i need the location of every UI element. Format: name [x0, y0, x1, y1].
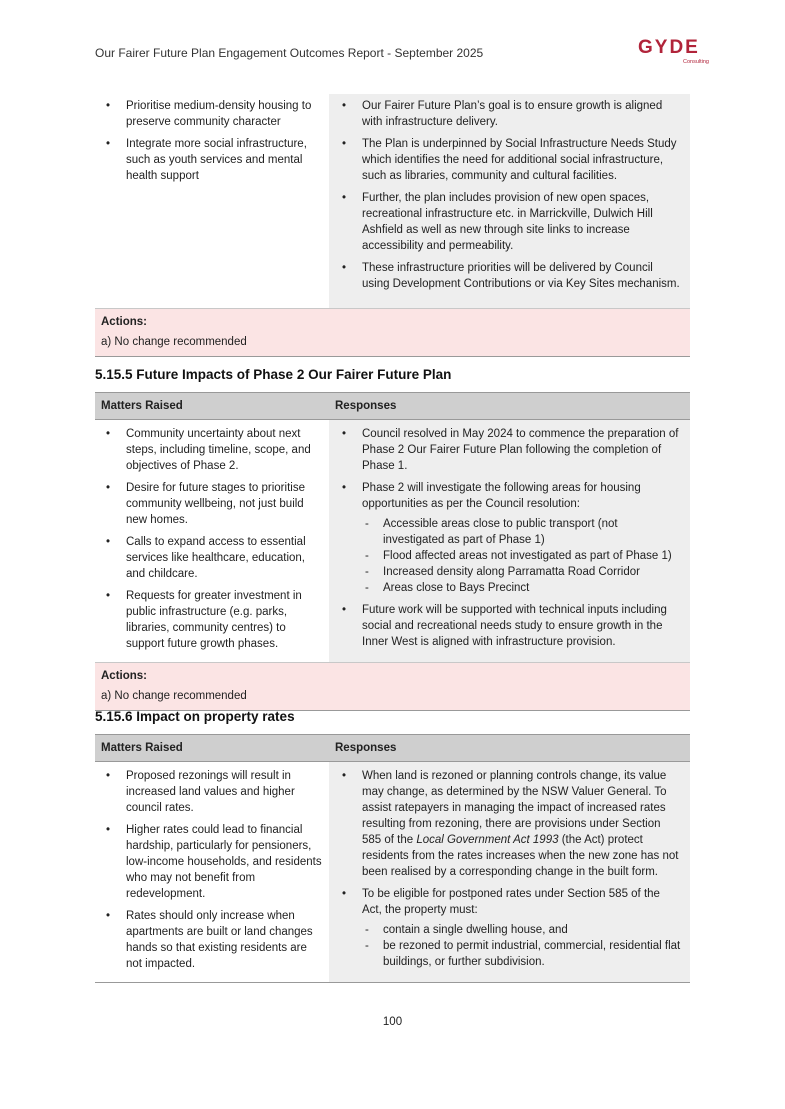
list-item: • Integrate more social infrastructure, such as youth services and mental health support	[99, 136, 323, 184]
sub-list-item: - Increased density along Parramatta Road Corridor	[362, 564, 682, 580]
list-item-text: When land is rezoned or planning controls change, its value may change, as determined by the NSW Valuer General. To assist ratepayers in managing the impact of increased rates resulting from rezoning, there are provisions under Section 585 of the	[362, 770, 667, 846]
gyde-logo	[638, 38, 728, 68]
sub-list-item: - be rezoned to permit industrial, commercial, residential flat buildings, or further subdivision.	[362, 938, 682, 970]
list-item-text: Phase 2 will investigate the following areas for housing opportunities as per the Council resolution:	[362, 482, 641, 510]
list-item: • Proposed rezonings will result in increased land values and higher council rates.	[99, 768, 323, 816]
list-item	[335, 886, 682, 970]
matters-raised-cell	[95, 762, 329, 983]
list-item: • The Plan is underpinned by Social Infrastructure Needs Study which identifies the need for additional social infrastructure, such as libraries, community and cultural facilities.	[335, 136, 682, 184]
column-header: Matters Raised	[95, 393, 329, 420]
actions-row	[95, 663, 690, 711]
logo-subtitle: Consulting	[683, 59, 709, 65]
matters-raised-cell	[95, 94, 329, 308]
phase2-matters-table	[95, 392, 690, 711]
responses-cell	[329, 762, 690, 983]
list-item: • Community uncertainty about next steps, including timeline, scope, and objectives of Phase 2.	[99, 426, 323, 474]
section-heading: 5.15.5 Future Impacts of Phase 2 Our Fairer Future Plan	[95, 367, 452, 382]
sub-list-item: - Accessible areas close to public transport (not investigated as part of Phase 1)	[362, 516, 682, 548]
section-heading: 5.15.6 Impact on property rates	[95, 709, 295, 724]
responses-cell	[329, 420, 690, 663]
list-item	[335, 480, 682, 596]
list-item: • Council resolved in May 2024 to commence the preparation of Phase 2 Our Fairer Future Plan following the completion of Phase 1.	[335, 426, 682, 474]
actions-text: a) No change recommended	[101, 690, 247, 702]
continued-matters-table	[95, 94, 690, 357]
list-item-text: To be eligible for postponed rates under Section 585 of the Act, the property must:	[362, 888, 660, 916]
sub-list-item: - Areas close to Bays Precinct	[362, 580, 682, 596]
property-rates-table	[95, 734, 690, 983]
page-number: 100	[382, 1016, 403, 1028]
list-item: • Desire for future stages to prioritise community wellbeing, not just build new homes.	[99, 480, 323, 528]
logo-wordmark: GYDE	[638, 37, 700, 58]
column-header: Matters Raised	[95, 735, 329, 762]
actions-title: Actions:	[101, 670, 147, 682]
list-item: • Future work will be supported with technical inputs including social and recreational needs study to ensure growth in the Inner West is aligned with infrastructure provision.	[335, 602, 682, 650]
list-item: • Our Fairer Future Plan’s goal is to ensure growth is aligned with infrastructure delivery.	[335, 98, 682, 130]
list-item: • Further, the plan includes provision of new open spaces, recreational infrastructure etc. in Marrickville, Dulwich Hill Ashfield as well as new through site links to increase accessibility and permeability.	[335, 190, 682, 254]
responses-cell	[329, 94, 690, 308]
act-title-emphasis: Local Government Act 1993	[416, 834, 559, 846]
sub-list-item: - Flood affected areas not investigated as part of Phase 1)	[362, 548, 682, 564]
list-item: • Requests for greater investment in public infrastructure (e.g. parks, libraries, community centres) to support future growth phases.	[99, 588, 323, 652]
sub-list-item: - contain a single dwelling house, and	[362, 922, 682, 938]
actions-text: a) No change recommended	[101, 335, 247, 348]
list-item-text: (the Act) protect residents from the rates increases when the new zone has not been realised by a corresponding change in the built form.	[362, 834, 679, 878]
actions-title: Actions:	[101, 315, 147, 328]
actions-row	[95, 308, 690, 356]
column-header: Responses	[329, 735, 690, 762]
list-item	[335, 768, 682, 880]
list-item: • Rates should only increase when apartments are built or land changes hands so that existing residents are not impacted.	[99, 908, 323, 972]
list-item: • Higher rates could lead to financial hardship, particularly for pensioners, low-income households, and residents who may not benefit from redevelopment.	[99, 822, 323, 902]
list-item: • Prioritise medium-density housing to preserve community character	[99, 98, 323, 130]
list-item: • These infrastructure priorities will be delivered by Council using Development Contributions or via Key Sites mechanism.	[335, 260, 682, 292]
column-header: Responses	[329, 393, 690, 420]
report-header-title: Our Fairer Future Plan Engagement Outcomes Report - September 2025	[95, 46, 484, 60]
matters-raised-cell	[95, 420, 329, 663]
list-item: • Calls to expand access to essential services like healthcare, education, and childcare.	[99, 534, 323, 582]
